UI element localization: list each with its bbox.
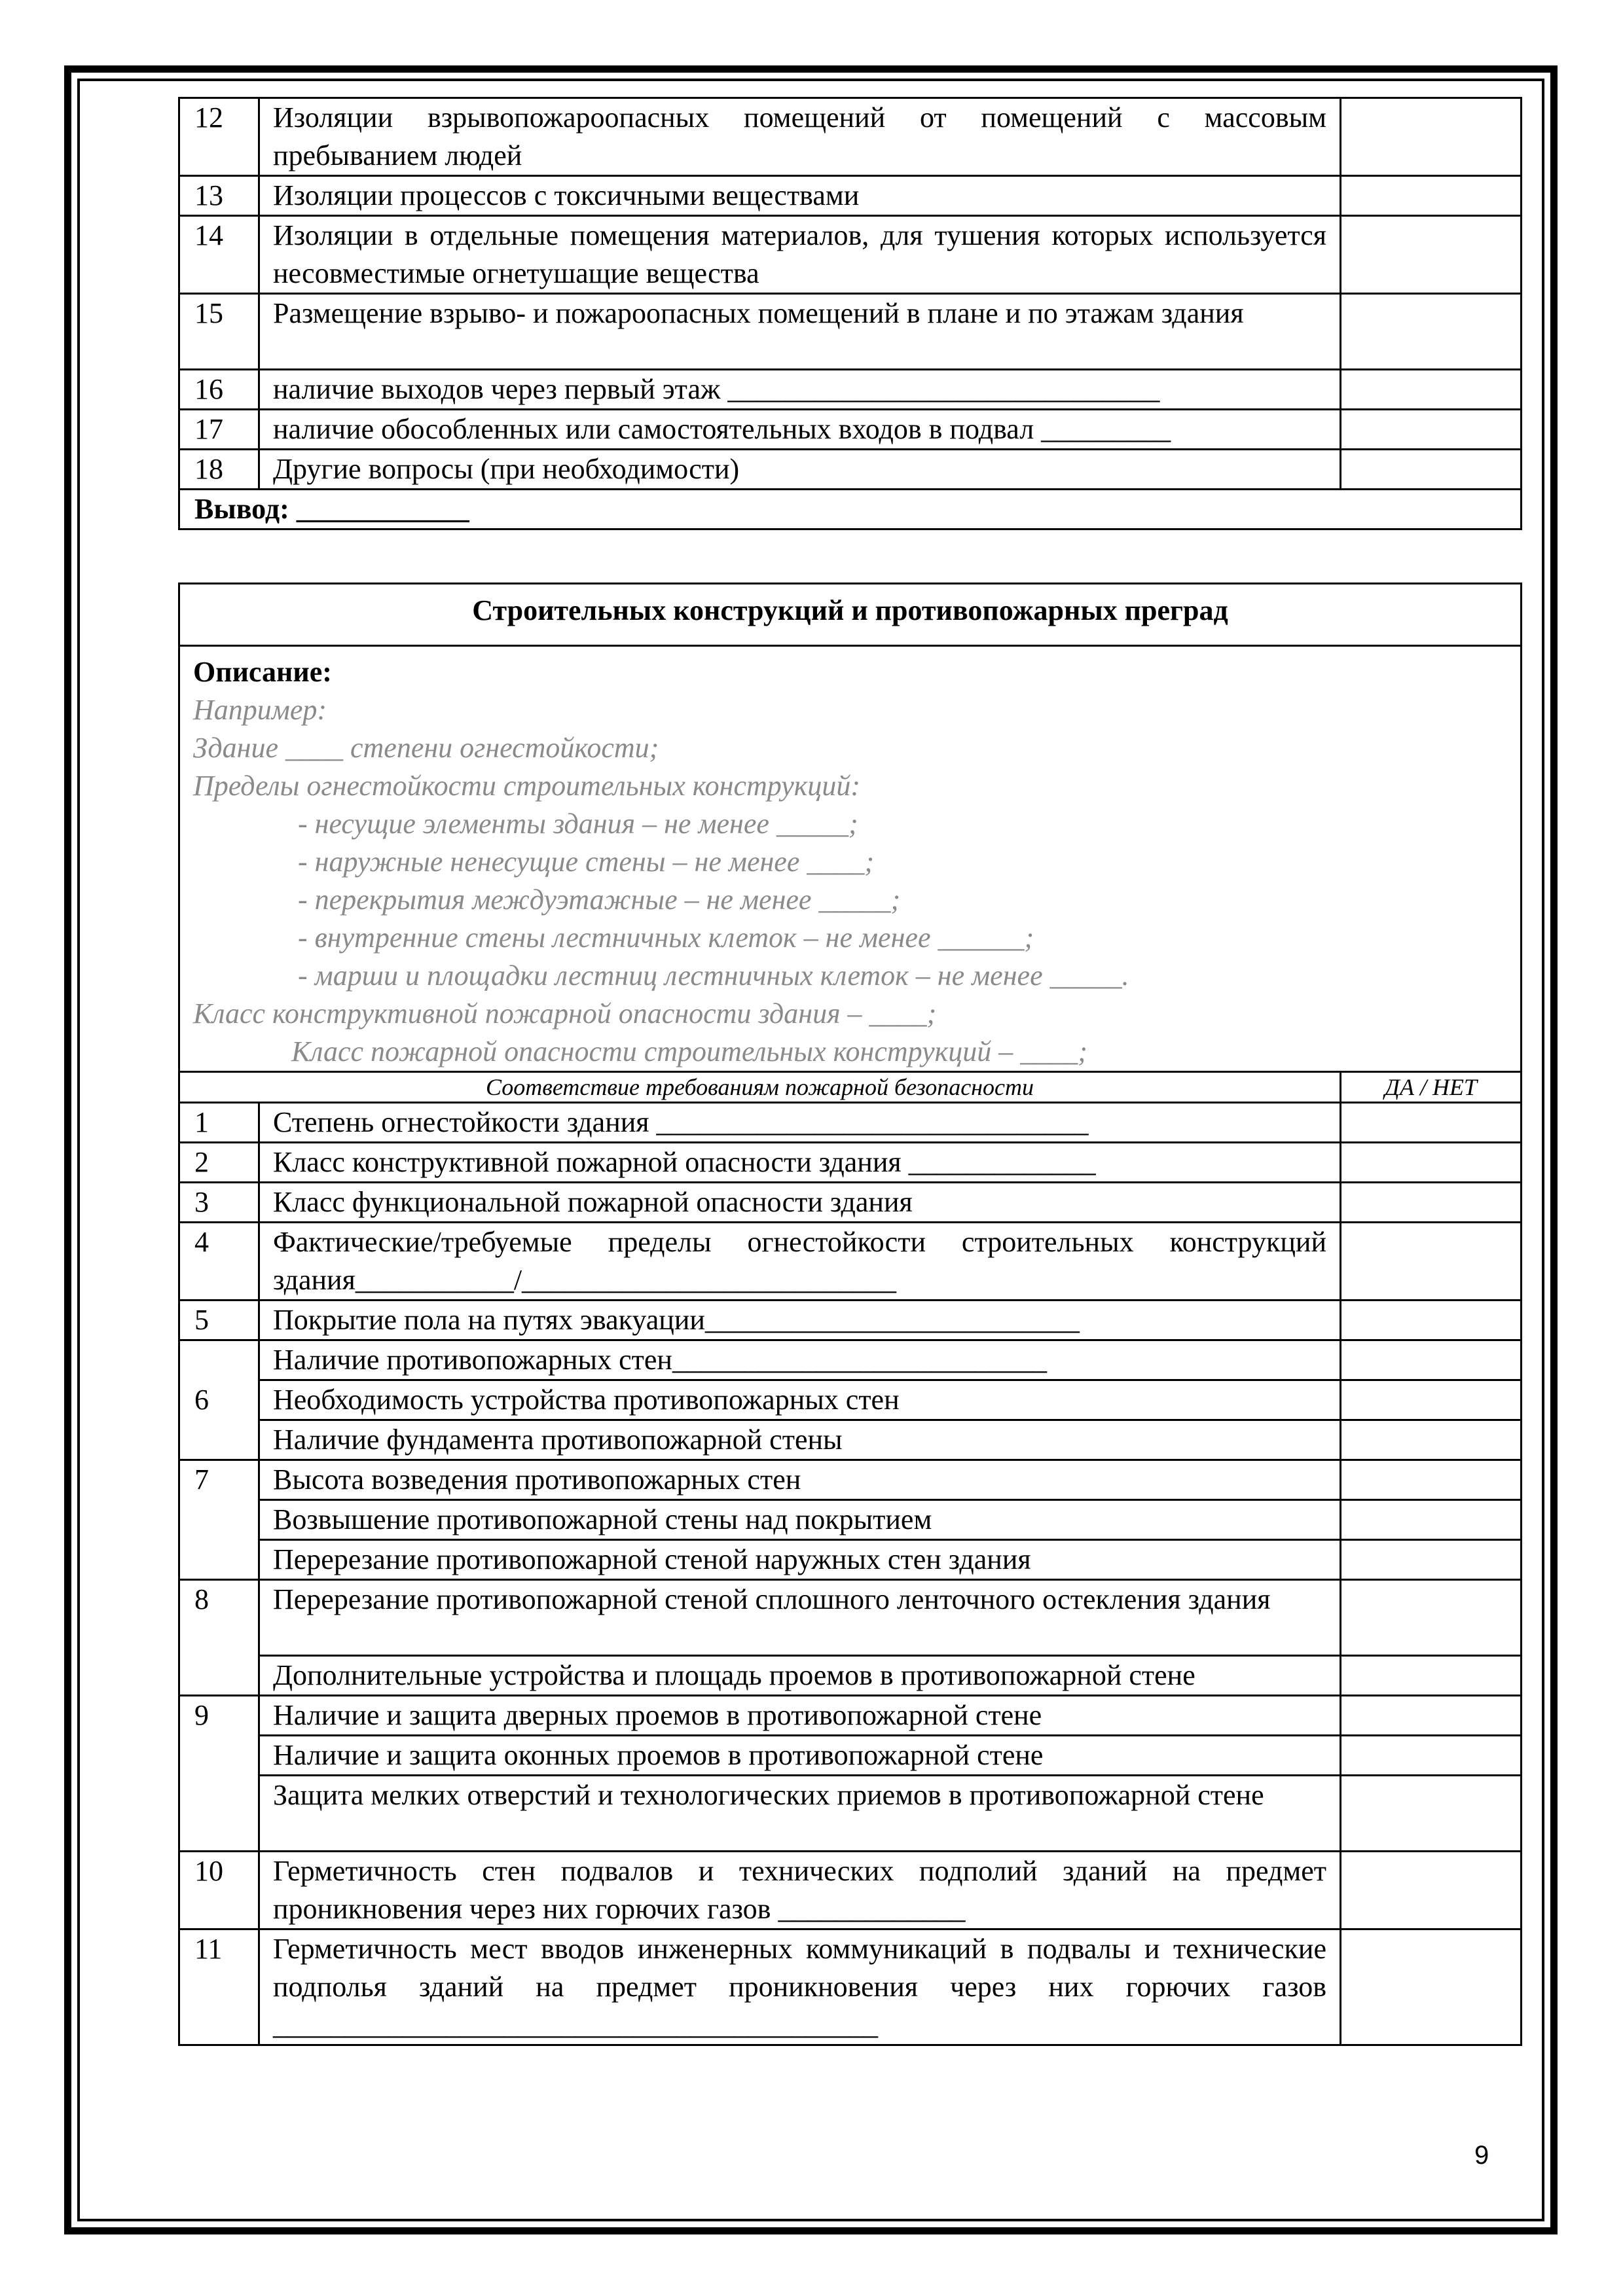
answer-cell[interactable] (1341, 1500, 1522, 1540)
answer-cell[interactable] (1341, 1696, 1522, 1736)
row-number: 2 (179, 1143, 259, 1183)
row-text: Покрытие пола на путях эвакуации__________________________ (259, 1300, 1341, 1340)
row-number: 11 (179, 1929, 259, 2045)
row-number: 17 (179, 410, 259, 450)
table-row (179, 1736, 1522, 1776)
row-text: Наличие фундамента противопожарной стены (259, 1420, 1341, 1460)
example-item: - наружные ненесущие стены – не менее ____; (298, 846, 875, 878)
answer-cell[interactable] (1341, 1103, 1522, 1143)
section-title: Строительных конструкций и противопожарных преград (179, 584, 1522, 646)
table-row (179, 1776, 1522, 1852)
row-text: Наличие и защита дверных проемов в противопожарной стене (259, 1696, 1341, 1736)
example-class: Класс конструктивной пожарной опасности здания – ____; (193, 997, 937, 1030)
row-text: Перерезание противопожарной стеной наружных стен здания (259, 1540, 1341, 1580)
answer-cell[interactable] (1341, 1656, 1522, 1696)
row-number: 16 (179, 370, 259, 410)
row-text: Герметичность мест вводов инженерных коммуникаций в подвалы и технические подполья зданий на предмет проникновения через них горючих газов __________________________________________ (259, 1929, 1341, 2045)
table-row (179, 370, 1522, 410)
table-row (179, 1500, 1522, 1540)
row-text: Класс конструктивной пожарной опасности здания _____________ (259, 1143, 1341, 1183)
row-number: 7 (179, 1460, 259, 1580)
table-row (179, 216, 1522, 294)
answer-cell[interactable] (1341, 294, 1522, 370)
answer-cell[interactable] (1341, 410, 1522, 450)
table-row (179, 1420, 1522, 1460)
answer-cell[interactable] (1341, 450, 1522, 490)
description-label: Описание: (193, 656, 332, 688)
row-text: наличие выходов через первый этаж ______________________________ (259, 370, 1341, 410)
row-number: 18 (179, 450, 259, 490)
row-text: Изоляции взрывопожароопасных помещений от помещений с массовым пребыванием людей (259, 98, 1341, 176)
answer-cell[interactable] (1341, 1223, 1522, 1300)
table-row (179, 1380, 1522, 1420)
row-text: Дополнительные устройства и площадь проемов в противопожарной стене (259, 1656, 1341, 1696)
table-row (179, 450, 1522, 490)
table-row (179, 1183, 1522, 1223)
table-row (179, 1540, 1522, 1580)
table-row (179, 1340, 1522, 1380)
table-row (179, 1460, 1522, 1500)
description-row (179, 646, 1522, 1072)
row-text: Наличие противопожарных стен__________________________ (259, 1340, 1341, 1380)
row-number: 14 (179, 216, 259, 294)
row-text: Высота возведения противопожарных стен (259, 1460, 1341, 1500)
table-row (179, 1656, 1522, 1696)
compliance-header: Соответствие требованиям пожарной безопасности (179, 1072, 1341, 1103)
example-line: Например: (193, 694, 327, 726)
table-row (179, 176, 1522, 216)
section-title-row (179, 584, 1522, 646)
example-item: - несущие элементы здания – не менее _____; (298, 808, 858, 840)
example-item: - перекрытия междуэтажные – не менее _____; (298, 884, 901, 916)
row-text: Другие вопросы (при необходимости) (259, 450, 1341, 490)
table-isolation (178, 97, 1522, 530)
answer-cell[interactable] (1341, 98, 1522, 176)
example-item: - марши и площадки лестниц лестничных клеток – не менее _____. (298, 960, 1129, 992)
row-text: Наличие и защита оконных проемов в противопожарной стене (259, 1736, 1341, 1776)
answer-cell[interactable] (1341, 1340, 1522, 1380)
answer-cell[interactable] (1341, 1380, 1522, 1420)
answer-cell[interactable] (1341, 1300, 1522, 1340)
row-number: 8 (179, 1580, 259, 1696)
compliance-header-row (179, 1072, 1522, 1103)
row-number: 15 (179, 294, 259, 370)
row-text: Необходимость устройства противопожарных стен (259, 1380, 1341, 1420)
row-number: 13 (179, 176, 259, 216)
answer-cell[interactable] (1341, 216, 1522, 294)
table-row (179, 1852, 1522, 1929)
row-text: Перерезание противопожарной стеной сплошного ленточного остекления здания (259, 1580, 1341, 1656)
answer-cell[interactable] (1341, 1776, 1522, 1852)
answer-cell[interactable] (1341, 370, 1522, 410)
row-number: 6 (179, 1340, 259, 1460)
answer-cell[interactable] (1341, 1929, 1522, 2045)
table-row (179, 1143, 1522, 1183)
table-row (179, 1103, 1522, 1143)
answer-cell[interactable] (1341, 1143, 1522, 1183)
row-text: Герметичность стен подвалов и технических подполий зданий на предмет проникновения через них горючих газов _____________ (259, 1852, 1341, 1929)
answer-cell[interactable] (1341, 1183, 1522, 1223)
description-block (179, 646, 1522, 1072)
page-number: 9 (1474, 2141, 1489, 2170)
answer-cell[interactable] (1341, 1460, 1522, 1500)
conclusion-text: Вывод: ____________ (179, 490, 1522, 529)
row-text: Размещение взрыво- и пожароопасных помещений в плане и по этажам здания (259, 294, 1341, 370)
table-row (179, 1929, 1522, 2045)
row-text: Защита мелких отверстий и технологических приемов в противопожарной стене (259, 1776, 1341, 1852)
row-number: 12 (179, 98, 259, 176)
answer-cell[interactable] (1341, 1580, 1522, 1656)
example-line: Пределы огнестойкости строительных конструкций: (193, 770, 860, 802)
row-text: Степень огнестойкости здания ______________________________ (259, 1103, 1341, 1143)
example-item: - внутренние стены лестничных клеток – не менее ______; (298, 922, 1034, 954)
example-line: Здание ____ степени огнестойкости; (193, 732, 659, 764)
table-row (179, 294, 1522, 370)
row-number: 1 (179, 1103, 259, 1143)
row-text: Класс функциональной пожарной опасности здания (259, 1183, 1341, 1223)
row-text: Изоляции процессов с токсичными веществами (259, 176, 1341, 216)
row-text: Фактические/требуемые пределы огнестойкости строительных конструкций здания___________/__________________________ (259, 1223, 1341, 1300)
answer-cell[interactable] (1341, 1420, 1522, 1460)
row-text: Изоляции в отдельные помещения материалов, для тушения которых используется несовместимые огнетушащие вещества (259, 216, 1341, 294)
table-row (179, 1580, 1522, 1656)
example-class: Класс пожарной опасности строительных конструкций – ____; (291, 1035, 1087, 1067)
conclusion-row (179, 490, 1522, 529)
row-text: Возвышение противопожарной стены над покрытием (259, 1500, 1341, 1540)
row-number: 4 (179, 1223, 259, 1300)
answer-cell[interactable] (1341, 1852, 1522, 1929)
table-row (179, 1300, 1522, 1340)
table-row (179, 1223, 1522, 1300)
row-number: 3 (179, 1183, 259, 1223)
answer-cell[interactable] (1341, 1540, 1522, 1580)
table-row (179, 410, 1522, 450)
row-number: 10 (179, 1852, 259, 1929)
answer-cell[interactable] (1341, 176, 1522, 216)
row-number: 5 (179, 1300, 259, 1340)
table-constructions (178, 583, 1522, 2046)
answer-cell[interactable] (1341, 1736, 1522, 1776)
table-row (179, 98, 1522, 176)
yes-no-header: ДА / НЕТ (1341, 1072, 1522, 1103)
table-row (179, 1696, 1522, 1736)
row-number: 9 (179, 1696, 259, 1852)
row-text: наличие обособленных или самостоятельных входов в подвал _________ (259, 410, 1341, 450)
